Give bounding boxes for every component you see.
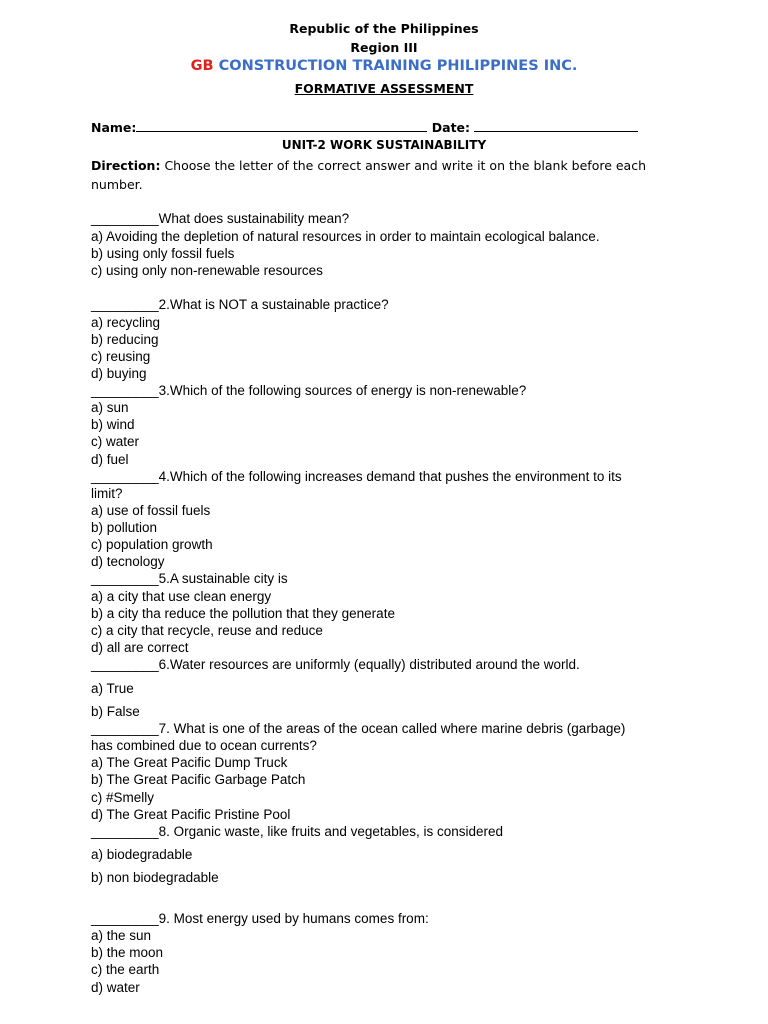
option-line: d) tecnology [91, 554, 165, 569]
option-line: a) biodegradable [91, 847, 193, 862]
question-line: _________8. Organic waste, like fruits and vegetables, is considered [91, 824, 504, 839]
name-label: Name: [91, 120, 137, 135]
option-line: a) Avoiding the depletion of natural resources in order to maintain ecological balance. [91, 229, 600, 244]
option-line: a) the sun [91, 928, 152, 943]
option-line: a) use of fossil fuels [91, 503, 211, 518]
name-blank[interactable] [136, 119, 427, 132]
company-name: CONSTRUCTION TRAINING PHILIPPINES INC. [213, 58, 578, 74]
option-line: c) water [91, 434, 140, 449]
question-line: _________4.Which of the following increases demand that pushes the environment to its [91, 469, 622, 484]
option-line: b) wind [91, 417, 135, 432]
question-line: _________6.Water resources are uniformly (equally) distributed around the world. [91, 657, 580, 672]
question-line: _________5.A sustainable city is [91, 571, 288, 586]
option-line: d) water [91, 980, 140, 995]
option-line: b) reducing [91, 332, 159, 347]
option-line: b) False [91, 704, 140, 719]
header-company [0, 58, 768, 74]
question-line: _________3.Which of the following sources of energy is non-renewable? [91, 383, 527, 398]
option-line: a) a city that use clean energy [91, 589, 272, 604]
option-line: c) reusing [91, 349, 151, 364]
direction-label: Direction: [91, 158, 161, 173]
option-line: c) a city that recycle, reuse and reduce [91, 623, 323, 638]
option-line: b) using only fossil fuels [91, 246, 235, 261]
question-line: _________7. What is one of the areas of the ocean called where marine debris (garbage) [91, 721, 626, 736]
question-line: _________What does sustainability mean? [91, 211, 350, 226]
option-line: d) buying [91, 366, 147, 381]
question-line-cont: limit? [91, 486, 123, 501]
question-line: _________9. Most energy used by humans comes from: [91, 911, 429, 926]
option-line: b) the moon [91, 945, 164, 960]
direction-text [91, 156, 651, 194]
question-line: _________2.What is NOT a sustainable practice? [91, 297, 389, 312]
header-republic: Republic of the Philippines [289, 21, 479, 36]
option-line: a) True [91, 681, 134, 696]
option-line: a) recycling [91, 315, 161, 330]
unit-title: UNIT-2 WORK SUSTAINABILITY [281, 138, 487, 152]
company-prefix: GB [190, 58, 214, 74]
option-line: a) sun [91, 400, 129, 415]
option-line: c) #Smelly [91, 790, 155, 805]
header-region: Region III [350, 40, 418, 55]
option-line: c) the earth [91, 962, 160, 977]
option-line: b) pollution [91, 520, 158, 535]
option-line: b) a city tha reduce the pollution that they generate [91, 606, 395, 621]
option-line: d) all are correct [91, 640, 189, 655]
name-date-row [91, 119, 638, 135]
question-line-cont: has combined due to ocean currents? [91, 738, 317, 753]
option-line: b) non biodegradable [91, 870, 219, 885]
option-line: d) fuel [91, 452, 129, 467]
date-label: Date: [431, 120, 471, 135]
option-line: d) The Great Pacific Pristine Pool [91, 807, 291, 822]
header-assessment-title: FORMATIVE ASSESSMENT [294, 81, 474, 96]
option-line: c) using only non-renewable resources [91, 263, 323, 278]
option-line: b) The Great Pacific Garbage Patch [91, 772, 306, 787]
date-blank[interactable] [474, 119, 638, 132]
option-line: c) population growth [91, 537, 213, 552]
option-line: a) The Great Pacific Dump Truck [91, 755, 288, 770]
direction-body: Choose the letter of the correct answer and write it on the blank before each number. [91, 158, 647, 192]
